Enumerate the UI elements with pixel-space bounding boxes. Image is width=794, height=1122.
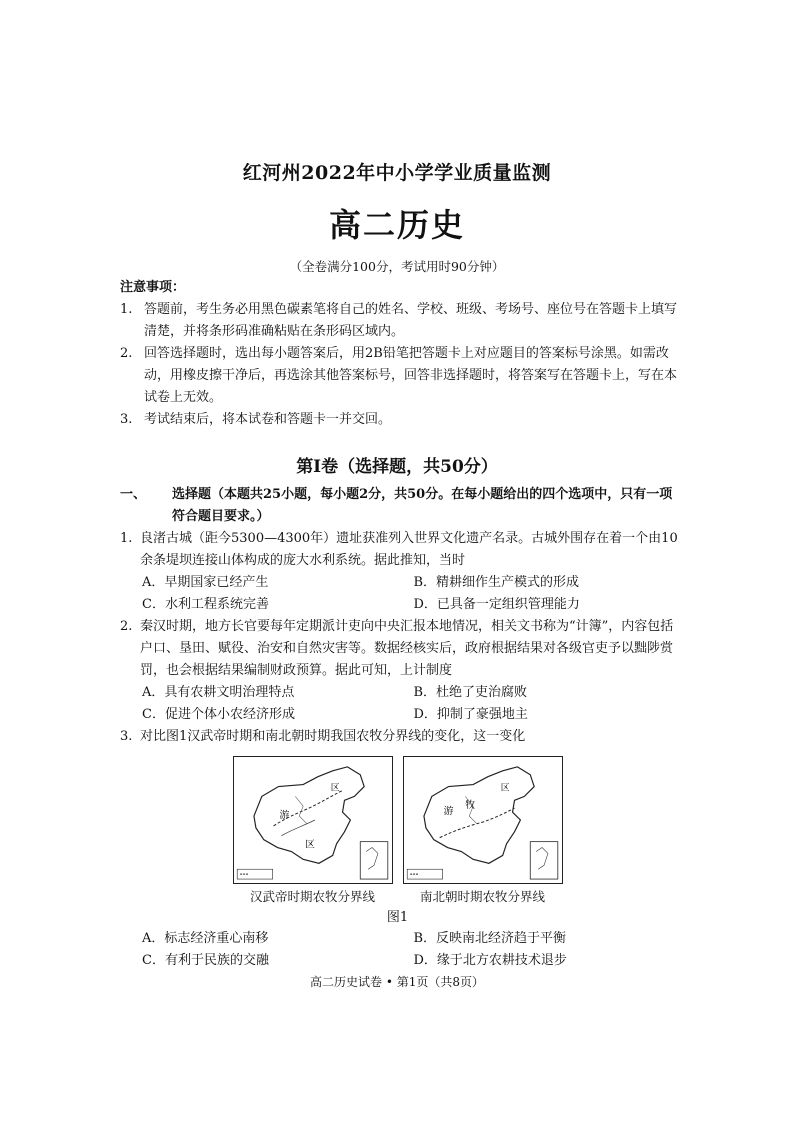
question-number: 2.	[120, 619, 133, 634]
part-instructions: 选择题（本题共25小题，每小题2分，共50分。在每小题给出的四个选项中，只有一项符合题目要求。）	[172, 487, 673, 524]
notice-item	[120, 409, 685, 431]
map-caption: 南北朝时期农牧分界线	[419, 889, 545, 904]
question-1-options	[120, 572, 685, 616]
option-a: A．标志经济重心南移	[142, 931, 269, 946]
map-label: 区	[330, 783, 340, 794]
question-area	[120, 484, 685, 972]
option-b: B．反映南北经济趋于平衡	[413, 931, 567, 946]
map-label: 游	[443, 806, 453, 818]
page-footer: 高二历史试卷 • 第1页（共8页）	[310, 975, 484, 989]
option-c: C．有利于民族的交融	[142, 953, 269, 968]
question-stem: 良渚古城（距今5300—4300年）遗址获准列入世界文化遗产名录。古城外围存在着一个由10余条堤坝连接山体构成的庞大水利系统。据此推知，当时	[140, 531, 678, 568]
question-3	[120, 726, 685, 748]
part-heading	[120, 484, 685, 528]
map-label: 游	[279, 810, 289, 822]
map-han-wudi	[233, 756, 393, 908]
map-caption: 汉武帝时期农牧分界线	[249, 889, 375, 904]
option-b: B．杜绝了吏治腐败	[413, 685, 528, 700]
question-stem: 对比图1汉武帝时期和南北朝时期我国农牧分界线的变化，这一变化	[140, 729, 526, 744]
notice-item	[120, 299, 685, 343]
figure-1-maps	[110, 756, 685, 908]
question-stem: 秦汉时期，地方长官要每年定期派计吏向中央汇报本地情况，相关文书称为“计簿”，内容包括户口、垦田、赋役、治安和自然灾害等。数据经核实后，政府根据结果对各级官吏予以黜陟赏罚，也会根据结果编制财政预算。据此可知，上计制度	[140, 619, 674, 678]
question-number: 1.	[120, 531, 133, 546]
option-b: B．精耕细作生产模式的形成	[413, 575, 580, 590]
score-note: （全卷满分100分，考试用时90分钟）	[289, 259, 505, 274]
notice-item-number: 2.	[120, 346, 133, 361]
notice-item-number: 3.	[120, 412, 133, 427]
option-a: A．早期国家已经产生	[142, 575, 269, 590]
map-frame	[403, 756, 563, 884]
map-label: 牧	[464, 800, 475, 812]
map-frame	[233, 756, 393, 884]
notice-block	[120, 277, 685, 431]
exam-title: 红河州2022年中小学学业质量监测	[242, 162, 552, 184]
option-d: D．已具备一定组织管理能力	[413, 597, 580, 612]
notice-item-number: 1.	[120, 302, 133, 317]
part-number: 一、	[120, 487, 147, 502]
question-2	[120, 616, 685, 682]
option-c: C．促进个体小农经济形成	[142, 707, 295, 722]
option-d: D．抑制了豪强地主	[413, 707, 528, 722]
section-title: 第Ⅰ卷（选择题，共50分）	[296, 457, 498, 477]
notice-item-text: 考试结束后，将本试卷和答题卡一并交回。	[144, 412, 392, 427]
notice-item	[120, 343, 685, 409]
map-label: 区	[500, 783, 510, 794]
figure-label: 图1	[386, 910, 409, 925]
option-a: A．具有农耕文明治理特点	[142, 685, 295, 700]
question-number: 3.	[120, 729, 133, 744]
question-2-options	[120, 682, 685, 726]
china-map-icon	[404, 757, 562, 883]
notice-item-text: 回答选择题时，选出每小题答案后，用2B铅笔把答题卡上对应题目的答案标号涂黑。如需改动，用橡皮擦干净后，再选涂其他答案标号，回答非选择题时，将答案写在答题卡上，写在本试卷上无效。	[144, 346, 678, 405]
map-southern-northern	[403, 756, 563, 908]
subject-title: 高二历史	[328, 206, 465, 244]
option-c: C．水利工程系统完善	[142, 597, 269, 612]
question-1	[120, 528, 685, 572]
notice-item-text: 答题前，考生务必用黑色碳素笔将自己的姓名、学校、班级、考场号、座位号在答题卡上填写清楚，并将条形码准确粘贴在条形码区域内。	[144, 302, 678, 339]
china-map-icon	[234, 757, 392, 883]
question-3-options	[120, 928, 685, 972]
option-d: D．缘于北方农耕技术退步	[413, 953, 567, 968]
map-label: 区	[304, 839, 315, 851]
notice-heading: 注意事项：	[120, 280, 186, 295]
